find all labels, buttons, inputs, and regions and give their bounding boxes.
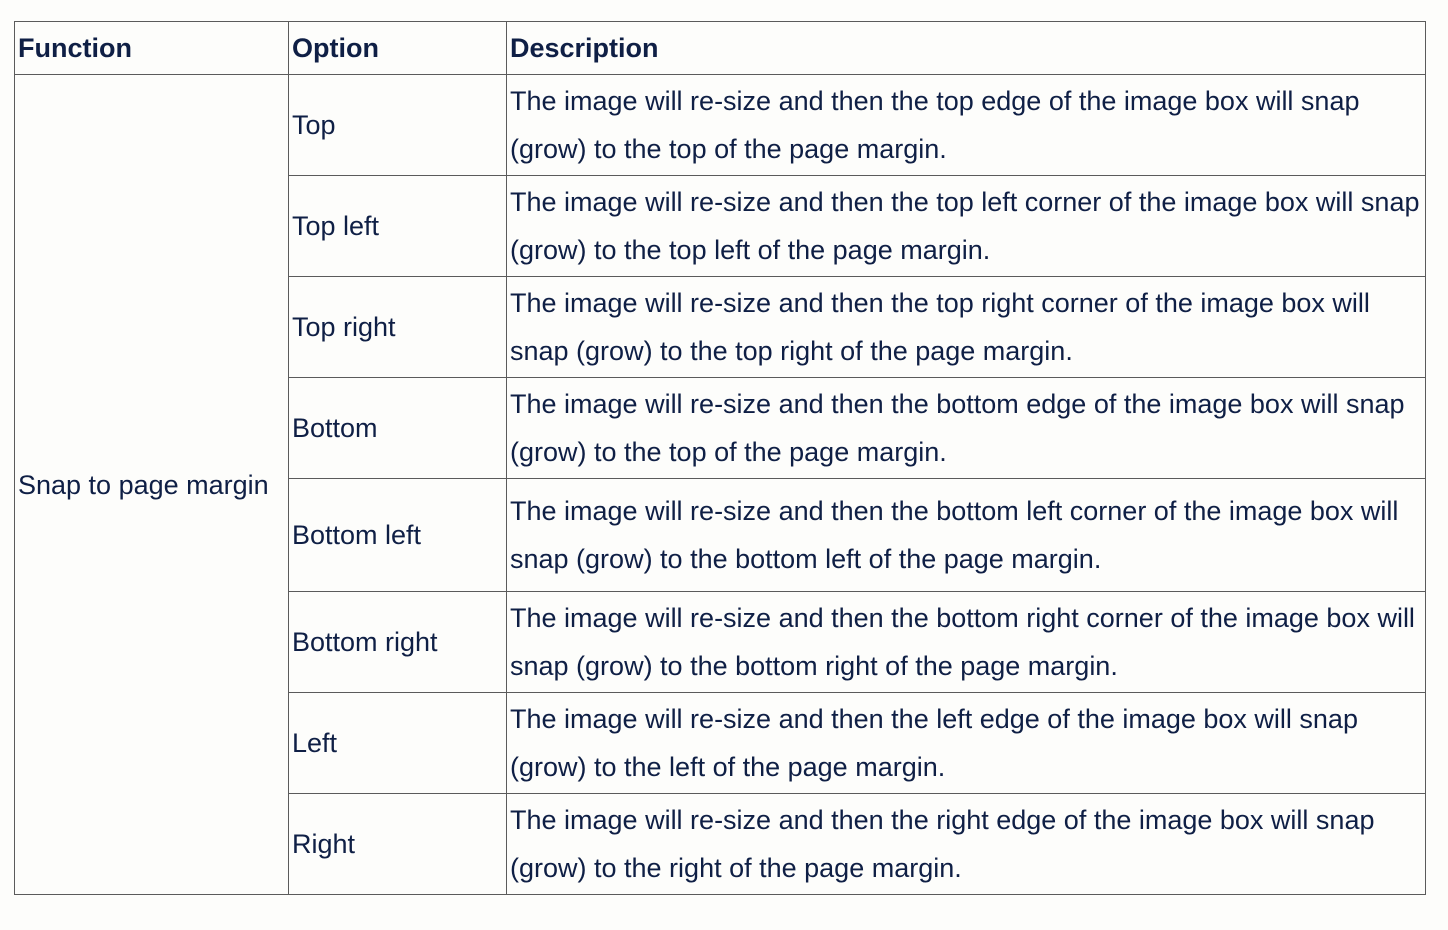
description-cell: The image will re-size and then the top right corner of the image box will snap (grow) to the top right of the page margin. [507,277,1426,378]
option-cell: Bottom left [289,479,507,592]
header-option: Option [289,22,507,75]
option-cell: Bottom right [289,592,507,693]
option-cell: Top [289,75,507,176]
description-cell: The image will re-size and then the top left corner of the image box will snap (grow) to the top left of the page margin. [507,176,1426,277]
description-cell: The image will re-size and then the bottom right corner of the image box will snap (grow) to the bottom right of the page margin. [507,592,1426,693]
description-cell: The image will re-size and then the bottom left corner of the image box will snap (grow) to the bottom left of the page margin. [507,479,1426,592]
description-cell: The image will re-size and then the bottom edge of the image box will snap (grow) to the top of the page margin. [507,378,1426,479]
description-cell: The image will re-size and then the top edge of the image box will snap (grow) to the top of the page margin. [507,75,1426,176]
option-cell: Left [289,693,507,794]
description-cell: The image will re-size and then the right edge of the image box will snap (grow) to the right of the page margin. [507,794,1426,895]
table-header-row [15,22,1426,75]
snap-options-table [14,21,1426,895]
header-function: Function [15,22,289,75]
option-cell: Top right [289,277,507,378]
option-cell: Bottom [289,378,507,479]
option-cell: Right [289,794,507,895]
header-description: Description [507,22,1426,75]
table-row [15,75,1426,176]
function-cell: Snap to page margin [15,75,289,895]
option-cell: Top left [289,176,507,277]
description-cell: The image will re-size and then the left edge of the image box will snap (grow) to the left of the page margin. [507,693,1426,794]
